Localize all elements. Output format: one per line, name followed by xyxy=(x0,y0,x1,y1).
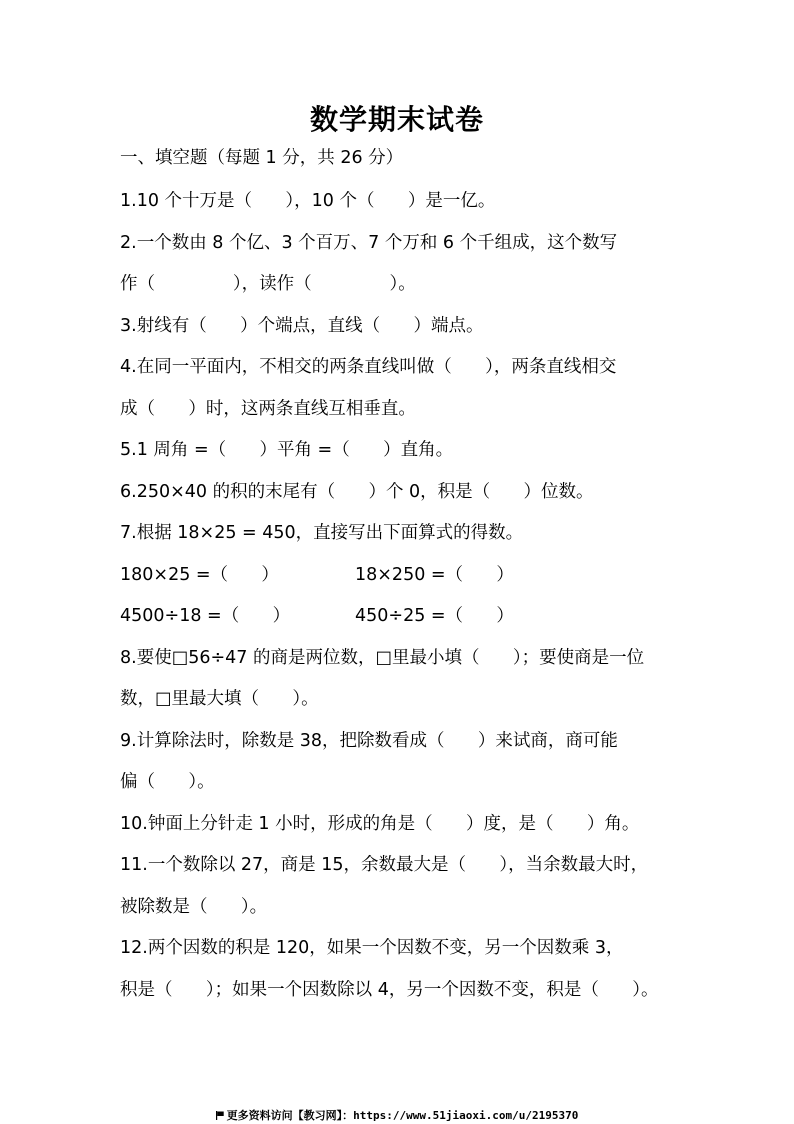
question-line: 偏（ ）。 xyxy=(120,772,215,792)
question-line: 4.在同一平面内，不相交的两条直线叫做（ ），两条直线相交 xyxy=(120,357,617,377)
question-line: 积是（ ）；如果一个因数除以 4，另一个因数不变，积是（ ）。 xyxy=(120,980,659,1000)
calc-item: 450÷25 =（ ） xyxy=(355,606,514,626)
exam-title: 数学期末试卷 xyxy=(309,103,484,136)
question-line: 成（ ）时，这两条直线互相垂直。 xyxy=(120,399,416,419)
flag-icon xyxy=(216,1111,224,1120)
question-line: 8.要使□56÷47 的商是两位数，□里最小填（ ）；要使商是一位 xyxy=(120,648,645,668)
section-heading: 一、填空题（每题 1 分，共 26 分） xyxy=(120,148,404,168)
calc-item: 4500÷18 =（ ） xyxy=(120,606,291,626)
question-line: 作（ ），读作（ ）。 xyxy=(120,274,416,294)
question-line: 2.一个数由 8 个亿、3 个百万、7 个万和 6 个千组成，这个数写 xyxy=(120,233,618,253)
question-line: 10.钟面上分针走 1 小时，形成的角是（ ）度，是（ ）角。 xyxy=(120,814,640,834)
question-line: 6.250×40 的积的末尾有（ ）个 0，积是（ ）位数。 xyxy=(120,482,594,502)
question-line: 11.一个数除以 27，商是 15，余数最大是（ ），当余数最大时， xyxy=(120,855,649,875)
question-line: 9.计算除法时，除数是 38，把除数看成（ ）来试商，商可能 xyxy=(120,731,618,751)
question-line: 12.两个因数的积是 120，如果一个因数不变，另一个因数乘 3， xyxy=(120,938,624,958)
question-line: 7.根据 18×25 = 450，直接写出下面算式的得数。 xyxy=(120,523,524,543)
calc-item: 18×250 =（ ） xyxy=(355,565,514,585)
question-line: 5.1 周角 =（ ）平角 =（ ）直角。 xyxy=(120,440,454,460)
calc-item: 180×25 =（ ） xyxy=(120,565,279,585)
question-line: 3.射线有（ ）个端点，直线（ ）端点。 xyxy=(120,316,484,336)
footer-text: 更多资料访问【教习网】：https://www.51jiaoxi.com/u/2195370 xyxy=(226,1109,579,1122)
question-line: 数，□里最大填（ ）。 xyxy=(120,689,319,709)
question-line: 被除数是（ ）。 xyxy=(120,897,268,917)
question-line: 1.10 个十万是（ ），10 个（ ）是一亿。 xyxy=(120,191,496,211)
footer-link[interactable] xyxy=(0,1110,794,1122)
